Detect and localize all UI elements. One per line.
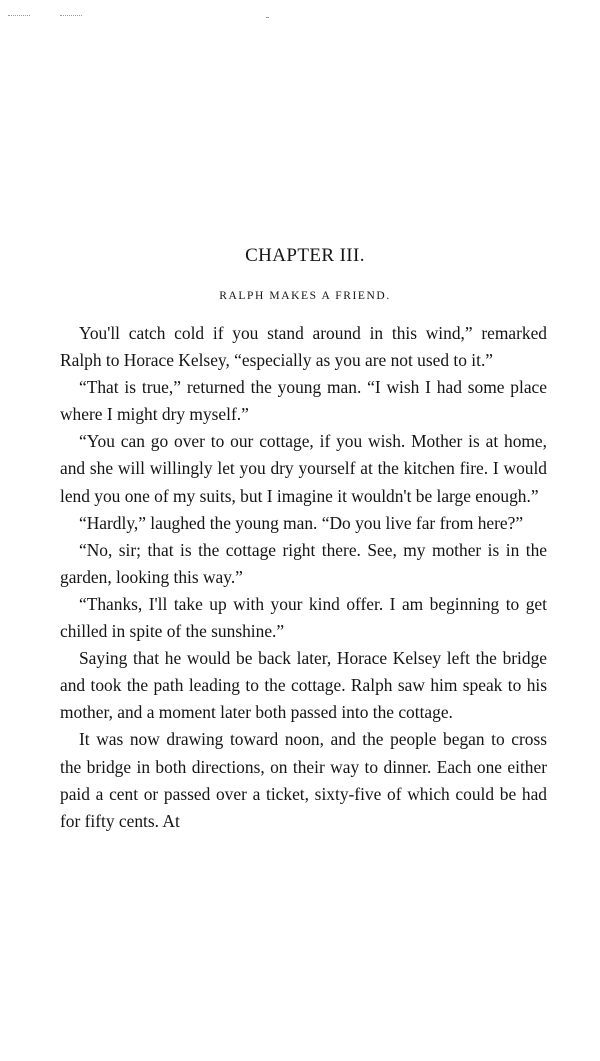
paragraph: You'll catch cold if you stand around in this wind,” remarked Ralph to Horace Kelsey, “especially as you are not used to it.” (60, 323, 547, 371)
paragraph: Saying that he would be back later, Horace Kelsey left the bridge and took the path leading to the cottage. Ralph saw him speak to his mother, and a moment later both passed into the cottage. (60, 648, 547, 723)
scan-artifact-mark (8, 15, 30, 17)
paragraph: “You can go over to our cottage, if you wish. Mother is at home, and she will willingly let you dry yourself at the kitchen fire. I would lend you one of my suits, but I imagine it wouldn't be large enough.” (60, 431, 547, 506)
chapter-heading: CHAPTER III. (245, 245, 365, 266)
paragraph: “Thanks, I'll take up with your kind offer. I am beginning to get chilled in spite of the sunshine.” (60, 593, 547, 642)
chapter-subtitle: RALPH MAKES A FRIEND. (219, 290, 391, 302)
chapter-body (60, 320, 547, 835)
paragraph: “No, sir; that is the cottage right there. See, my mother is in the garden, looking this way.” (60, 539, 547, 587)
scan-artifact-mark (60, 15, 82, 17)
paragraph: “Hardly,” laughed the young man. “Do you live far from here?” (79, 512, 524, 533)
scan-artifact-mark (266, 17, 268, 19)
paragraph: It was now drawing toward noon, and the people began to cross the bridge in both directions, on their way to dinner. Each one either paid a cent or passed over a ticket, sixty-five of which could be had for fifty cents. At (60, 729, 547, 831)
paragraph: “That is true,” returned the young man. “I wish I had some place where I might dry myself.” (60, 377, 547, 425)
